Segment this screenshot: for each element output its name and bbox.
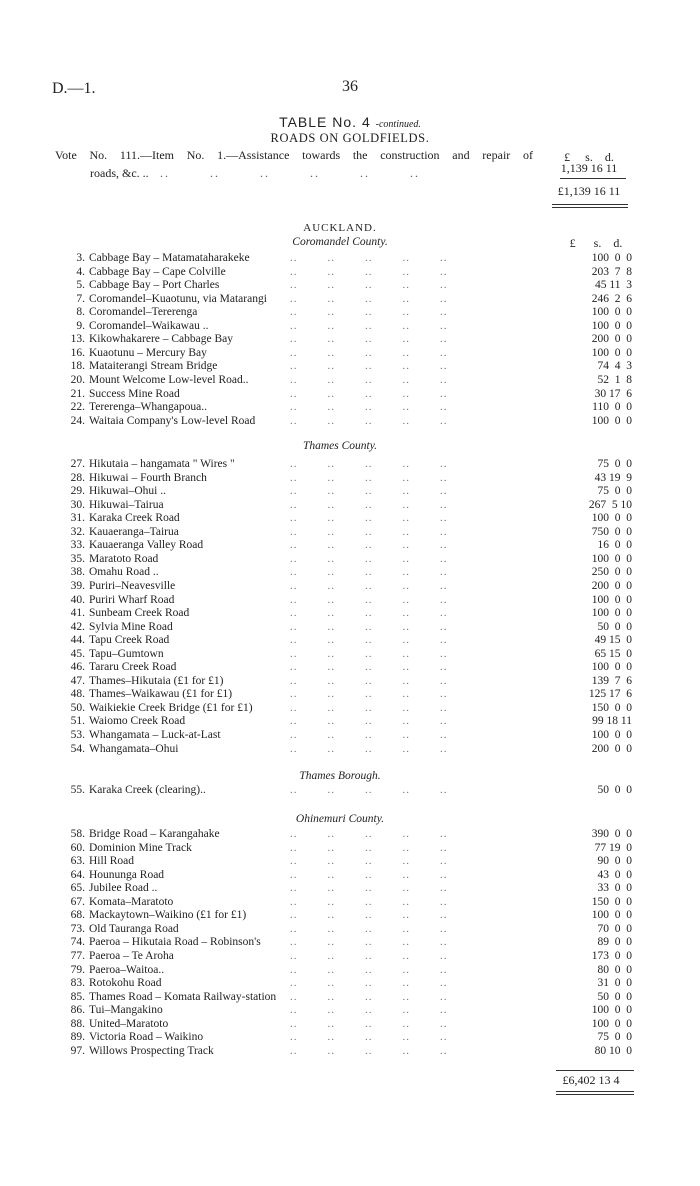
leader-dots: .. .. .. .. .. xyxy=(290,715,448,728)
leader-dots: .. .. .. .. .. xyxy=(290,252,448,264)
road-item-amount: 100 0 0 xyxy=(591,306,632,319)
road-item-name: Old Tauranga Road xyxy=(89,922,179,935)
road-item-name: Waikiekie Creek Bridge (£1 for £1) xyxy=(89,701,253,714)
road-item-amount: 100 0 0 xyxy=(591,1004,632,1017)
road-item xyxy=(55,401,207,413)
leader-dots: .. .. .. .. .. xyxy=(290,360,448,373)
road-item-amount: 80 0 0 xyxy=(597,963,632,976)
road-item-name: Komata–Maratoto xyxy=(89,895,174,908)
road-item xyxy=(55,648,164,660)
road-item-number: 55. xyxy=(70,784,85,796)
road-item-amount: 173 0 0 xyxy=(591,949,632,962)
road-item xyxy=(55,266,226,278)
vote-description-line2: roads, &c. .. xyxy=(90,166,149,180)
road-item-number: 46. xyxy=(70,661,85,674)
road-item-number: 60. xyxy=(70,841,85,854)
road-item-number: 3. xyxy=(76,252,85,264)
road-item xyxy=(55,553,158,565)
road-item xyxy=(55,539,203,551)
road-item xyxy=(55,842,192,854)
road-item-number: 79. xyxy=(70,963,85,976)
road-item xyxy=(55,347,207,359)
leader-dots: .. .. .. .. .. xyxy=(290,498,448,511)
road-item-amount: 100 0 0 xyxy=(591,593,632,606)
road-item-amount: 43 19 9 xyxy=(594,471,632,484)
shillings-label: s. xyxy=(593,236,602,250)
road-item-amount: 390 0 0 xyxy=(591,828,632,840)
leader-dots: .. .. .. .. .. xyxy=(290,784,448,796)
road-item-name: Tererenga–Whangapoua.. xyxy=(89,401,207,414)
road-item-number: 54. xyxy=(70,742,85,755)
vote-total-rule-2 xyxy=(552,207,628,208)
leader-dots: .. .. .. .. .. xyxy=(290,729,448,741)
road-item-number: 97. xyxy=(70,1044,85,1057)
road-item-name: Mount Welcome Low-level Road.. xyxy=(89,373,249,386)
road-item-name: Puriri–Neavesville xyxy=(89,579,176,592)
road-item xyxy=(55,607,189,619)
vote-total-rule-1 xyxy=(552,204,628,205)
road-item-amount: 90 0 0 xyxy=(597,855,632,868)
road-item-number: 64. xyxy=(70,868,85,881)
road-item-name: Maratoto Road xyxy=(89,552,159,565)
road-item-name: Karaka Creek (clearing).. xyxy=(89,784,206,796)
road-item-number: 7. xyxy=(76,292,85,305)
table-title xyxy=(0,114,700,130)
road-item-number: 20. xyxy=(70,373,85,386)
road-item-name: Hoununga Road xyxy=(89,868,165,881)
road-item-number: 74. xyxy=(70,936,85,949)
road-item-number: 29. xyxy=(70,485,85,498)
road-item-amount: 99 18 11 xyxy=(592,715,632,728)
leader-dots: .. .. .. .. .. xyxy=(290,949,448,962)
leader-dots: .. .. .. .. .. xyxy=(290,373,448,386)
road-item-amount: 49 15 0 xyxy=(594,634,632,647)
road-item xyxy=(55,1045,214,1057)
road-item-amount: 203 7 8 xyxy=(591,265,632,278)
road-item-number: 85. xyxy=(70,990,85,1003)
road-item-number: 35. xyxy=(70,552,85,565)
road-item-number: 4. xyxy=(76,265,85,278)
road-item xyxy=(55,306,197,318)
shillings-label: s. xyxy=(585,150,593,164)
road-item-name: Kuaotunu – Mercury Bay xyxy=(89,346,207,359)
road-item xyxy=(55,675,223,687)
road-item-amount: 50 0 0 xyxy=(597,784,632,796)
road-item-amount: 75 0 0 xyxy=(597,1031,632,1044)
road-item-name: Cabbage Bay – Port Charles xyxy=(89,279,220,292)
road-item-amount: 139 7 6 xyxy=(591,674,632,687)
road-item-name: Waiomo Creek Road xyxy=(89,715,186,728)
road-item-name: Paeroa – Te Aroha xyxy=(89,949,174,962)
road-item-amount: 100 0 0 xyxy=(591,414,632,427)
road-item-name: Dominion Mine Track xyxy=(89,841,192,854)
road-item-number: 16. xyxy=(70,346,85,359)
road-item-name: Bridge Road – Karangahake xyxy=(89,828,220,840)
road-item-name: Whangamata – Luck-at-Last xyxy=(89,729,221,741)
road-item-amount: 125 17 6 xyxy=(588,688,632,701)
road-item-number: 39. xyxy=(70,579,85,592)
leader-dots: .. .. .. .. .. xyxy=(290,265,448,278)
road-item-amount: 100 0 0 xyxy=(591,1017,632,1030)
road-item-amount: 100 0 0 xyxy=(591,729,632,741)
road-item xyxy=(55,743,178,755)
road-item-amount: 43 0 0 xyxy=(597,868,632,881)
road-item xyxy=(55,512,180,524)
road-item-number: 30. xyxy=(70,498,85,511)
page-number: 36 xyxy=(342,78,358,95)
road-item-number: 8. xyxy=(76,306,85,319)
road-item-number: 50. xyxy=(70,701,85,714)
road-item xyxy=(55,333,233,345)
road-item-amount: 50 0 0 xyxy=(597,620,632,633)
road-item-amount: 100 0 0 xyxy=(591,552,632,565)
road-item xyxy=(55,1004,163,1016)
leader-dots: .. .. .. .. .. xyxy=(290,525,448,538)
road-item xyxy=(55,252,250,264)
road-item xyxy=(55,360,217,372)
road-item xyxy=(55,279,219,291)
leader-dots: .. .. .. .. .. xyxy=(290,387,448,400)
road-item-number: 83. xyxy=(70,977,85,990)
leader-dots: .. .. .. .. .. xyxy=(290,647,448,660)
road-item-number: 40. xyxy=(70,593,85,606)
road-item xyxy=(55,855,134,867)
road-item-name: Tui–Mangakino xyxy=(89,1004,163,1017)
road-item-name: Willows Prospecting Track xyxy=(89,1044,214,1057)
road-item xyxy=(55,293,267,305)
road-item-number: 41. xyxy=(70,607,85,620)
road-item-name: Hikutaia – hangamata " Wires " xyxy=(89,458,235,470)
road-item-number: 44. xyxy=(70,634,85,647)
road-item-amount: 246 2 6 xyxy=(591,292,632,305)
road-item xyxy=(55,923,179,935)
leader-dots: .. .. .. .. .. xyxy=(290,634,448,647)
pounds-label: £ xyxy=(564,150,571,164)
road-item-amount: 100 0 0 xyxy=(591,512,632,525)
road-item-number: 68. xyxy=(70,909,85,922)
road-item-amount: 65 15 0 xyxy=(594,647,632,660)
road-item-name: Jubilee Road .. xyxy=(89,882,158,895)
road-item-name: Sunbeam Creek Road xyxy=(89,607,190,620)
leader-dots: .. .. .. .. .. xyxy=(290,579,448,592)
leader-dots: .. .. .. .. .. xyxy=(290,512,448,525)
road-item xyxy=(55,415,255,427)
road-item-amount: 267 5 10 xyxy=(588,498,632,511)
road-item xyxy=(55,977,162,989)
road-item-name: Tapu Creek Road xyxy=(89,634,170,647)
leader-dots: .. .. .. .. .. xyxy=(290,674,448,687)
road-item xyxy=(55,580,175,592)
road-item-name: United–Maratoto xyxy=(89,1017,169,1030)
road-item xyxy=(55,661,176,673)
road-item xyxy=(55,485,166,497)
road-item xyxy=(55,964,164,976)
road-item-number: 5. xyxy=(76,279,85,292)
road-item-amount: 45 11 3 xyxy=(595,279,632,292)
vote-leader-dots: .. .. .. .. .. .. xyxy=(160,166,420,180)
road-item-name: Paeroa–Waitoa.. xyxy=(89,963,165,976)
road-item-number: 88. xyxy=(70,1017,85,1030)
leader-dots: .. .. .. .. .. xyxy=(290,1044,448,1057)
leader-dots: .. .. .. .. .. xyxy=(290,346,448,359)
road-item-number: 48. xyxy=(70,688,85,701)
leader-dots: .. .. .. .. .. xyxy=(290,1017,448,1030)
leader-dots: .. .. .. .. .. xyxy=(290,607,448,620)
leader-dots: .. .. .. .. .. xyxy=(290,909,448,922)
pence-label: d. xyxy=(604,150,614,164)
road-item-amount: 150 0 0 xyxy=(591,701,632,714)
road-item xyxy=(55,882,157,894)
road-item-name: Kikowhakarere – Cabbage Bay xyxy=(89,333,234,346)
road-item-name: Puriri Wharf Road xyxy=(89,593,175,606)
road-item xyxy=(55,458,235,470)
document-reference: D.—1. xyxy=(52,80,96,97)
table-subtitle: ROADS ON GOLDFIELDS. xyxy=(270,131,430,145)
road-item-name: Paeroa – Hikutaia Road – Robinson's xyxy=(89,936,261,949)
road-item-amount: 200 0 0 xyxy=(591,333,632,346)
road-item-name: Coromandel–Tererenga xyxy=(89,306,198,319)
road-item-name: Kauaeranga–Tairua xyxy=(89,525,179,538)
road-item-amount: 750 0 0 xyxy=(591,525,632,538)
road-item-name: Thames Road – Komata Railway-station xyxy=(89,990,277,1003)
road-item xyxy=(55,909,246,921)
pence-label: d. xyxy=(613,236,623,250)
road-item-number: 86. xyxy=(70,1004,85,1017)
road-item xyxy=(55,1031,203,1043)
road-item xyxy=(55,869,164,881)
leader-dots: .. .. .. .. .. xyxy=(290,620,448,633)
road-item-amount: 89 0 0 xyxy=(597,936,632,949)
table-title-text: TABLE No. 4 xyxy=(279,114,371,130)
pounds-label: £ xyxy=(569,236,576,250)
road-item-amount: 80 10 0 xyxy=(594,1044,632,1057)
road-item-amount: 100 0 0 xyxy=(591,909,632,922)
road-item-name: Rotokohu Road xyxy=(89,977,162,990)
road-item-number: 65. xyxy=(70,882,85,895)
road-item-amount: 150 0 0 xyxy=(591,895,632,908)
vote-rule xyxy=(560,178,626,179)
road-item-amount: 110 0 0 xyxy=(592,401,632,414)
road-item-number: 28. xyxy=(70,471,85,484)
road-item-name: Victoria Road – Waikino xyxy=(89,1031,204,1044)
road-item-amount: 74 4 3 xyxy=(597,360,632,373)
road-item-amount: 100 0 0 xyxy=(591,607,632,620)
road-item xyxy=(55,320,208,332)
leader-dots: .. .. .. .. .. xyxy=(290,977,448,990)
leader-dots: .. .. .. .. .. xyxy=(290,688,448,701)
leader-dots: .. .. .. .. .. xyxy=(290,868,448,881)
leader-dots: .. .. .. .. .. xyxy=(290,292,448,305)
road-item-amount: 31 0 0 xyxy=(597,977,632,990)
road-item-name: Cabbage Bay – Matamataharakeke xyxy=(89,252,250,264)
road-item xyxy=(55,526,179,538)
section-heading: Ohinemuri County. xyxy=(295,813,385,825)
road-item-number: 51. xyxy=(70,715,85,728)
leader-dots: .. .. .. .. .. xyxy=(290,855,448,868)
grand-total-top-rule xyxy=(556,1070,634,1071)
road-item xyxy=(55,472,207,484)
road-item-number: 33. xyxy=(70,539,85,552)
road-item-number: 9. xyxy=(76,319,85,332)
road-item-number: 45. xyxy=(70,647,85,660)
road-item-name: Cabbage Bay – Cape Colville xyxy=(89,265,226,278)
road-item-amount: 33 0 0 xyxy=(597,882,632,895)
road-item xyxy=(55,991,276,1003)
road-item-name: Coromandel–Kuaotunu, via Matarangi xyxy=(89,292,267,305)
road-item-number: 22. xyxy=(70,401,85,414)
road-item-amount: 100 0 0 xyxy=(591,346,632,359)
road-item-number: 18. xyxy=(70,360,85,373)
road-item-amount: 200 0 0 xyxy=(591,742,632,755)
leader-dots: .. .. .. .. .. xyxy=(290,882,448,895)
road-item-amount: 250 0 0 xyxy=(591,566,632,579)
road-item-name: Kauaeranga Valley Road xyxy=(89,539,204,552)
road-item-amount: 100 0 0 xyxy=(591,252,632,264)
road-item-number: 67. xyxy=(70,895,85,908)
leader-dots: .. .. .. .. .. xyxy=(290,306,448,319)
vote-description-line1: Vote No. 111.—Item No. 1.—Assistance towards the construction and repair of xyxy=(55,148,533,162)
road-item-number: 63. xyxy=(70,855,85,868)
road-item-name: Sylvia Mine Road xyxy=(89,620,173,633)
road-item xyxy=(55,621,173,633)
road-item-name: Tapu–Gumtown xyxy=(89,647,164,660)
road-item xyxy=(55,950,174,962)
region-heading: AUCKLAND. xyxy=(303,222,377,234)
road-item-name: Thames–Waikawau (£1 for £1) xyxy=(89,688,233,701)
road-item-number: 47. xyxy=(70,674,85,687)
leader-dots: .. .. .. .. .. xyxy=(290,485,448,498)
leader-dots: .. .. .. .. .. xyxy=(290,401,448,414)
road-item-amount: 100 0 0 xyxy=(591,319,632,332)
road-item-amount: 75 0 0 xyxy=(597,458,632,470)
road-item-name: Coromandel–Waikawau .. xyxy=(89,319,209,332)
road-item xyxy=(55,634,169,646)
road-item xyxy=(55,688,232,700)
road-item-number: 31. xyxy=(70,512,85,525)
section-heading: Coromandel County. xyxy=(292,236,388,248)
road-item-number: 21. xyxy=(70,387,85,400)
leader-dots: .. .. .. .. .. xyxy=(290,742,448,755)
grand-total-rule-1 xyxy=(556,1091,634,1092)
road-item-amount: 75 0 0 xyxy=(597,485,632,498)
road-item-number: 89. xyxy=(70,1031,85,1044)
leader-dots: .. .. .. .. .. xyxy=(290,895,448,908)
leader-dots: .. .. .. .. .. xyxy=(290,279,448,292)
road-item xyxy=(55,388,180,400)
road-item-name: Thames–Hikutaia (£1 for £1) xyxy=(89,674,224,687)
road-item-amount: 70 0 0 xyxy=(597,922,632,935)
road-item-amount: 16 0 0 xyxy=(597,539,632,552)
leader-dots: .. .. .. .. .. xyxy=(290,701,448,714)
road-item-number: 53. xyxy=(70,729,85,741)
leader-dots: .. .. .. .. .. xyxy=(290,841,448,854)
road-item xyxy=(55,594,174,606)
road-item-number: 27. xyxy=(70,458,85,470)
leader-dots: .. .. .. .. .. xyxy=(290,539,448,552)
road-item xyxy=(55,828,220,840)
leader-dots: .. .. .. .. .. xyxy=(290,319,448,332)
road-item-number: 73. xyxy=(70,922,85,935)
leader-dots: .. .. .. .. .. xyxy=(290,414,448,427)
road-item-name: Success Mine Road xyxy=(89,387,180,400)
road-item-amount: 50 0 0 xyxy=(597,990,632,1003)
leader-dots: .. .. .. .. .. xyxy=(290,471,448,484)
leader-dots: .. .. .. .. .. xyxy=(290,990,448,1003)
road-item-number: 58. xyxy=(70,828,85,840)
grand-total-rule-2 xyxy=(556,1094,634,1095)
road-item-amount: 52 1 8 xyxy=(597,373,632,386)
road-item xyxy=(55,702,253,714)
road-item-name: Tararu Creek Road xyxy=(89,661,177,674)
road-item xyxy=(55,896,173,908)
road-item-amount: 30 17 6 xyxy=(594,387,632,400)
leader-dots: .. .. .. .. .. xyxy=(290,566,448,579)
road-item-number: 13. xyxy=(70,333,85,346)
road-item-name: Mataiterangi Stream Bridge xyxy=(89,360,218,373)
road-item xyxy=(55,715,185,727)
road-item-name: Omahu Road .. xyxy=(89,566,159,579)
leader-dots: .. .. .. .. .. xyxy=(290,1004,448,1017)
road-item-number: 42. xyxy=(70,620,85,633)
road-item-name: Whangamata–Ohui xyxy=(89,742,179,755)
road-item xyxy=(55,936,261,948)
road-item-name: Hikuwai–Tairua xyxy=(89,498,164,511)
road-item-name: Waitaia Company's Low-level Road xyxy=(89,414,256,427)
road-item xyxy=(55,566,159,578)
leader-dots: .. .. .. .. .. xyxy=(290,1031,448,1044)
road-item-name: Hill Road xyxy=(89,855,135,868)
road-item-name: Hikuwai–Ohui .. xyxy=(89,485,166,498)
road-item-number: 32. xyxy=(70,525,85,538)
road-item-amount: 77 19 0 xyxy=(594,841,632,854)
leader-dots: .. .. .. .. .. xyxy=(290,593,448,606)
road-item xyxy=(55,729,221,741)
vote-amount: 1,139 16 11 xyxy=(560,161,618,175)
road-item-number: 24. xyxy=(70,414,85,427)
table-continued: -continued. xyxy=(375,119,421,130)
road-item-number: 77. xyxy=(70,949,85,962)
section-heading: Thames Borough. xyxy=(299,770,381,782)
leader-dots: .. .. .. .. .. xyxy=(290,922,448,935)
road-item xyxy=(55,784,206,796)
road-item-name: Hikuwai – Fourth Branch xyxy=(89,471,207,484)
road-item-amount: 100 0 0 xyxy=(591,661,632,674)
leader-dots: .. .. .. .. .. xyxy=(290,963,448,976)
leader-dots: .. .. .. .. .. xyxy=(290,828,448,840)
road-item xyxy=(55,374,249,386)
road-item xyxy=(55,1018,168,1030)
leader-dots: .. .. .. .. .. xyxy=(290,936,448,949)
road-item-number: 38. xyxy=(70,566,85,579)
leader-dots: .. .. .. .. .. xyxy=(290,458,448,470)
road-item-name: Karaka Creek Road xyxy=(89,512,180,525)
leader-dots: .. .. .. .. .. xyxy=(290,552,448,565)
grand-total: £6,402 13 4 xyxy=(562,1073,620,1087)
leader-dots: .. .. .. .. .. xyxy=(290,333,448,346)
road-item xyxy=(55,499,164,511)
road-item-amount: 200 0 0 xyxy=(591,579,632,592)
road-item-name: Mackaytown–Waikino (£1 for £1) xyxy=(89,909,247,922)
section-heading: Thames County. xyxy=(302,440,378,452)
vote-total: £1,139 16 11 xyxy=(557,184,621,198)
leader-dots: .. .. .. .. .. xyxy=(290,661,448,674)
